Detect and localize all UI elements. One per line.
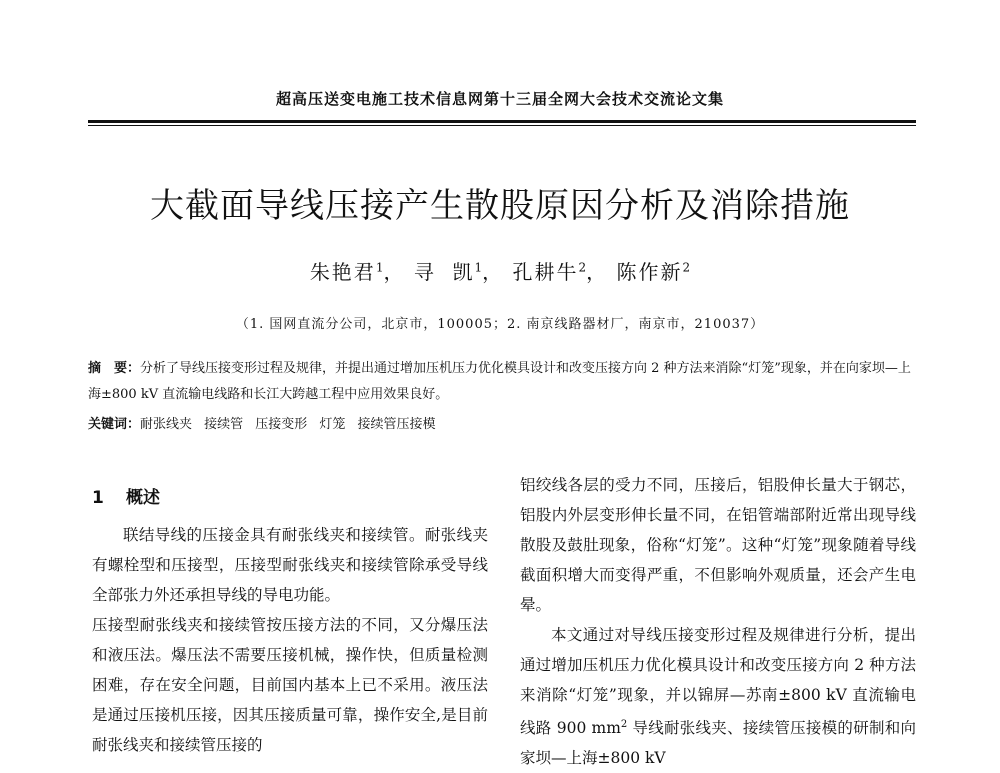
affiliation: （1. 国网直流分公司，北京市，100005；2. 南京线路器材厂，南京市，210037） [235,317,765,332]
abstract [88,356,916,408]
keywords [88,412,916,438]
author-name: 寻 凯 [413,260,475,284]
author-list [0,256,1000,285]
paper-title: 大截面导线压接产生散股原因分析及消除措施 [150,186,850,226]
author-affil-mark: 2 [682,260,691,275]
right-column [520,470,916,773]
author-affil-mark: 1 [375,260,384,275]
running-header: 超高压送变电施工技术信息网第十三届全网大会技术交流论文集 [275,90,724,108]
author-name: 陈作新 [616,260,683,284]
body-paragraph: 压接型耐张线夹和接续管按压接方法的不同，又分爆压法和液压法。爆压法不需要压接机械，操作快，但质量检测困难，存在安全问题，目前国内基本上已不采用。液压法是通过压接机压接，因其压接质量可靠，操作安全,是目前耐张线夹和接续管压接的 [92,616,488,754]
author-separator: ， [586,260,609,284]
header-rule-thin [88,125,916,126]
abstract-text: 分析了导线压接变形过程及规律，并提出通过增加压机压力优化模具设计和改变压接方向 2 种方法来消除“灯笼”现象，并在向家坝—上海±800 kV 直流输电线路和长江大跨越工程中应用效果良好。 [88,361,911,402]
section-number: 1 [92,488,104,508]
body-text: 导线耐张线夹、接续管压接模的研制和向家坝—上海±800 kV [520,719,916,768]
author-separator: ， [482,260,505,284]
section-heading [92,480,488,516]
body-paragraph: 联结导线的压接金具有耐张线夹和接续管。耐张线夹有螺栓型和压接型，压接型耐张线夹和接续管除承受导线全部张力外还承担导线的导电功能。 [92,526,488,604]
left-column [92,470,488,760]
body-paragraph: 铝绞线各层的受力不同，压接后，铝股伸长量大于钢芯，铝股内外层变形伸长量不同，在铝管端部附近常出现导线散股及鼓肚现象，俗称“灯笼”。这种“灯笼”现象随着导线截面积增大而变得严重，不但影响外观质量，还会产生电晕。 [520,476,916,614]
author-name: 朱艳君 [309,260,376,284]
keywords-label: 关键词： [88,417,141,432]
section-title: 概述 [126,488,160,508]
author-separator: ， [383,260,406,284]
author-affil-mark: 1 [474,260,483,275]
author-name: 孔耕牛 [512,260,579,284]
header-rule-thick [88,120,916,123]
body-paragraph [520,620,916,773]
body-text: 本文通过对导线压接变形过程及规律进行分析，提出通过增加压机压力优化模具设计和改变压接方向 2 种方法来消除“灯笼”现象，并以锦屏—苏南±800 kV 直流输电线路 900 mm [520,626,916,738]
keywords-text: 耐张线夹 接续管 压接变形 灯笼 接续管压接模 [140,417,436,432]
superscript: 2 [620,719,628,730]
author-affil-mark: 2 [578,260,587,275]
abstract-label: 摘 要： [88,361,141,376]
